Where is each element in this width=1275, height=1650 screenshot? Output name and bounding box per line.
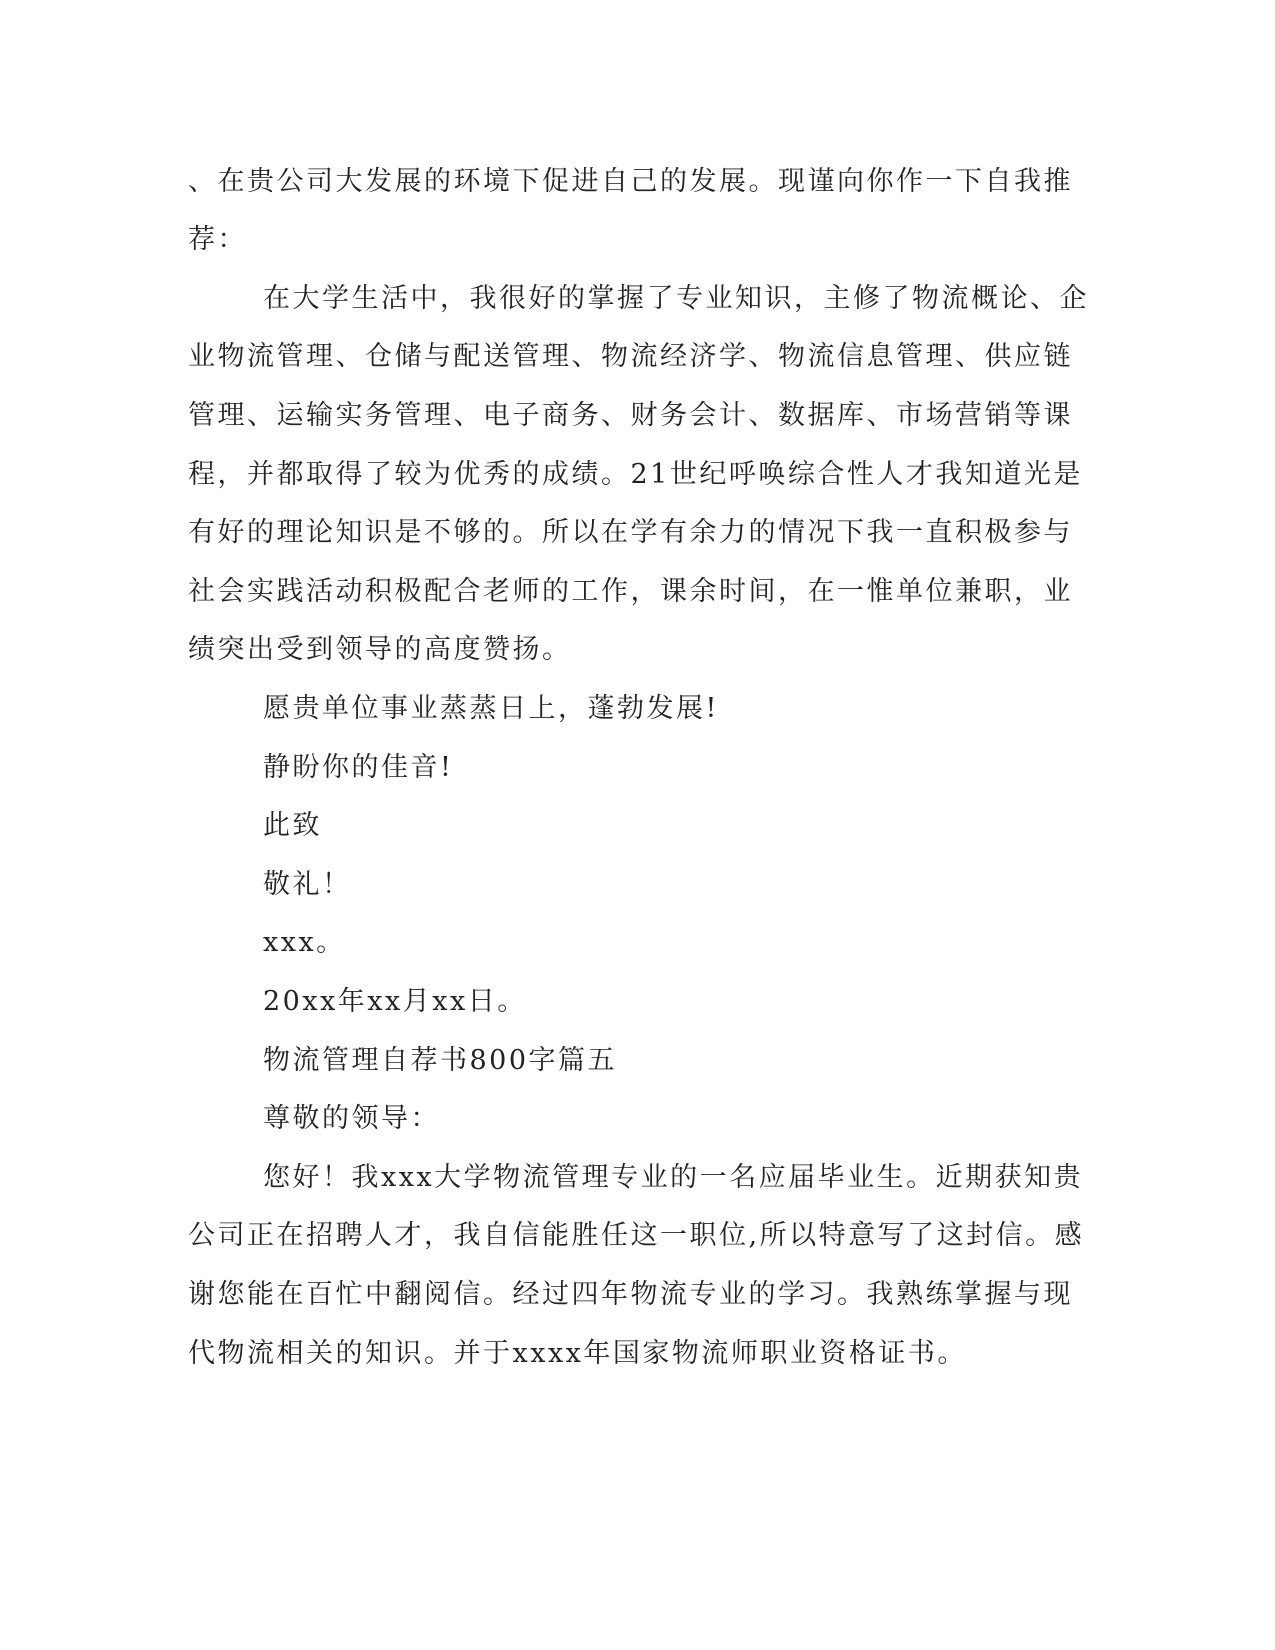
signature-name: xxx。 (263, 927, 346, 958)
text-line: 公司正在招聘人才，我自信能胜任这一职位,所以特意写了这封信。感 (188, 1220, 1085, 1251)
text-line: 程，并都取得了较为优秀的成绩。21世纪呼唤综合性人才我知道光是 (188, 459, 1083, 490)
salutation-closing: 敬礼！ (263, 869, 352, 900)
text-line: 绩突出受到领导的高度赞扬。 (188, 634, 572, 665)
text-line: 、在贵公司大发展的环境下促进自己的发展。现谨向你作一下自我推 (188, 166, 1073, 197)
section-heading: 物流管理自荐书800字篇五 (263, 1045, 618, 1076)
text-line: 谢您能在百忙中翻阅信。经过四年物流专业的学习。我熟练掌握与现 (188, 1279, 1073, 1310)
text-line: 业物流管理、仓储与配送管理、物流经济学、物流信息管理、供应链 (188, 341, 1073, 372)
closing-wish: 愿贵单位事业蒸蒸日上，蓬勃发展! (263, 693, 719, 724)
signature-date: 20xx年xx月xx日。 (263, 986, 527, 1017)
salutation-closing: 此致 (263, 810, 322, 841)
paragraph-start-line: 您好！我xxx大学物流管理专业的一名应届毕业生。近期获知贵 (263, 1162, 1084, 1193)
text-line: 代物流相关的知识。并于xxxx年国家物流师职业资格证书。 (188, 1338, 967, 1369)
paragraph-start-line: 在大学生活中，我很好的掌握了专业知识，主修了物流概论、企 (263, 283, 1089, 314)
text-line: 管理、运输实务管理、电子商务、财务会计、数据库、市场营销等课 (188, 400, 1073, 431)
text-line: 荐： (188, 224, 247, 255)
text-line: 社会实践活动积极配合老师的工作，课余时间，在一惟单位兼职，业 (188, 576, 1073, 607)
closing-wish: 静盼你的佳音! (263, 752, 454, 783)
text-line: 有好的理论知识是不够的。所以在学有余力的情况下我一直积极参与 (188, 517, 1073, 548)
greeting: 尊敬的领导： (263, 1103, 440, 1134)
